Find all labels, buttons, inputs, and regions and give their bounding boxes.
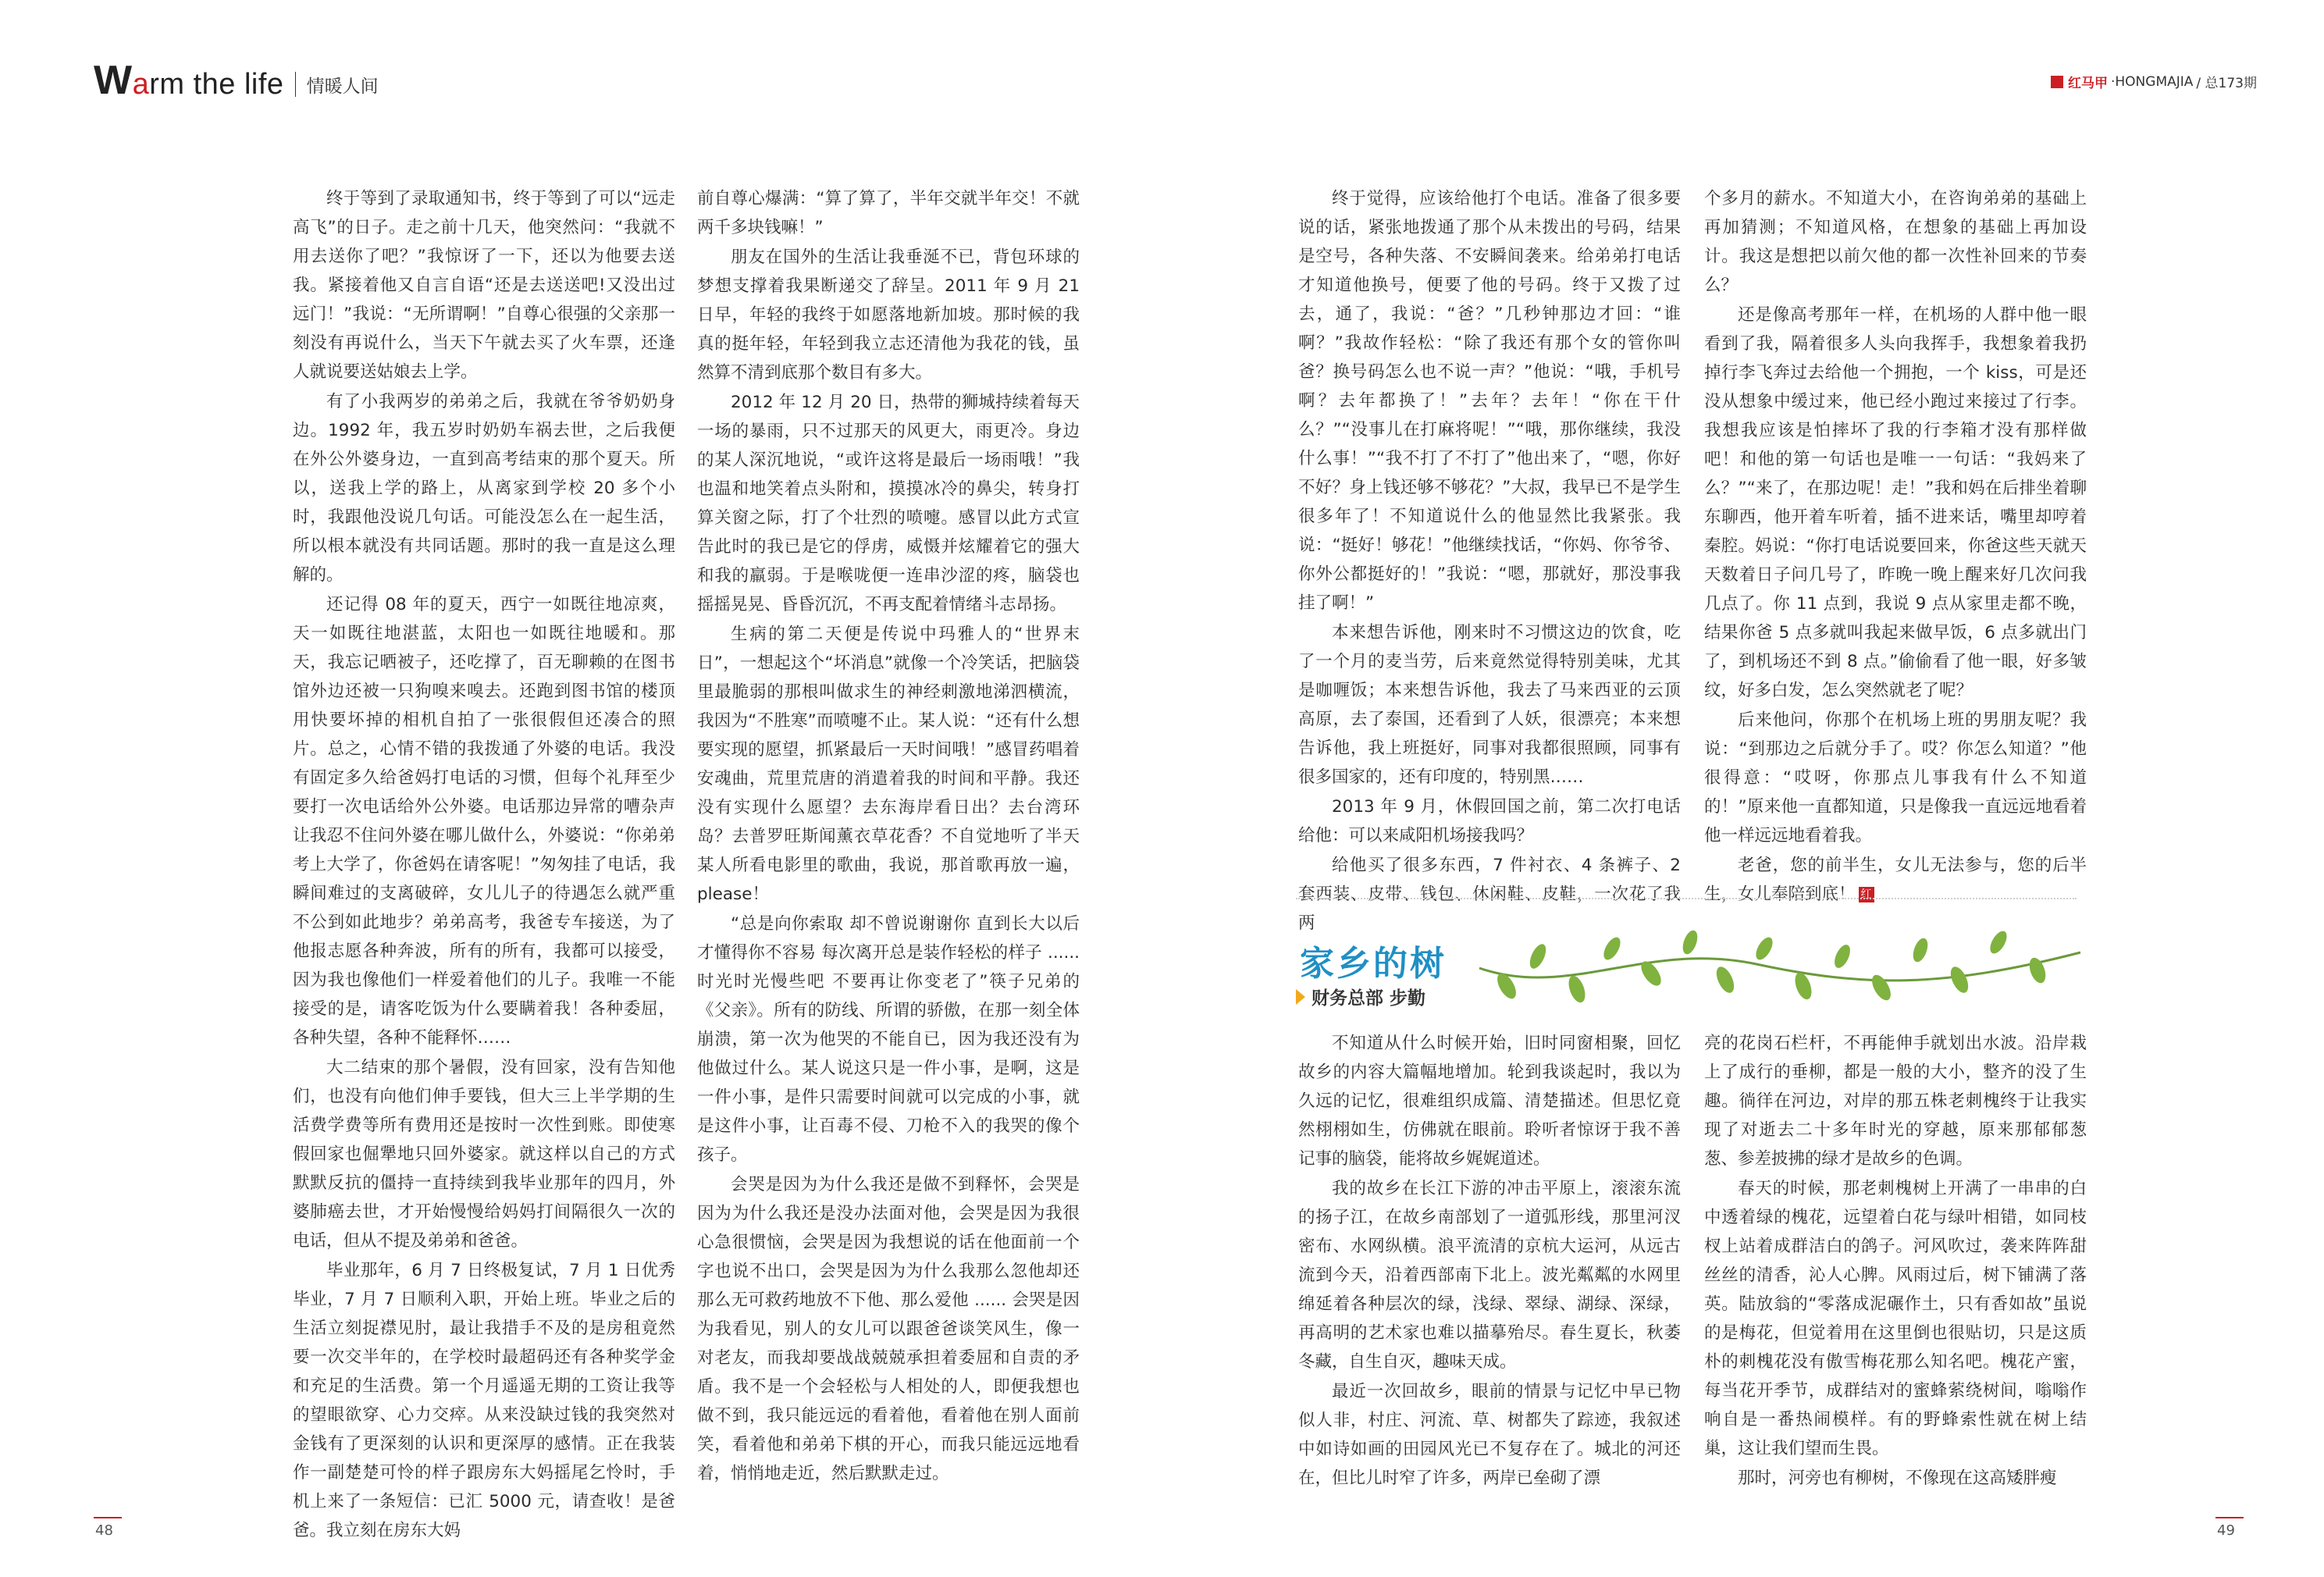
section-divider — [1296, 898, 2077, 899]
article2-column-1 — [1298, 1029, 1681, 1493]
paragraph: 本来想告诉他，刚来时不习惯这边的饮食，吃了一个月的麦当劳，后来竟然觉得特别美味，尤其是咖喱饭；本来想告诉他，我去了马来西亚的云顶高原，去了泰国，还看到了人妖，很漂亮；本来想告诉他，我上班挺好，同事对我都很照顾，同事有很多国家的，还有印度的，特别黑…… — [1298, 623, 1681, 787]
paragraph: 2013 年 9 月，休假回国之前，第二次打电话给他：可以来咸阳机场接我吗？ — [1298, 797, 1681, 845]
paragraph: 有了小我两岁的弟弟之后，我就在爷爷奶奶身边。1992 年，我五岁时奶奶车祸去世，之后我便在外公外婆身边，一直到高考结束的那个夏天。所以，送我上学的路上，从离家到学校 20 多个小时，我跟他没说几句话。可能没怎么在一起生活，所以根本就没有共同话题。那时的我一直是这么理解的。 — [293, 392, 675, 585]
magazine-logo-icon — [2051, 76, 2063, 88]
article-end-mark: 红 — [1859, 887, 1874, 902]
article1-column-1 — [293, 184, 675, 1545]
brand-rest: rm the life — [149, 68, 284, 101]
paragraph: 还是像高考那年一样，在机场的人群中他一眼看到了我，隔着很多人头向我挥手，我想象着我扔掉行李飞奔过去给他一个拥抱，一个 kiss，可是还没从想象中缓过来，他已经小跑过来接过了行李。我想我应该是怕摔坏了我的行李箱才没有那样做吧！和他的第一句话也是唯一一句话：“我妈来了么？”“来了，在那边呢！走！”我和妈在后排坐着聊东聊西，他开着车听着，插不进来话，嘴里却哼着秦腔。妈说：“你打电话说要回来，你爸这些天就天天数着日子问几号了，昨晚一晚上醒来好几次问我几点了。你 11 点到，我说 9 点从家里走都不晚，结果你爸 5 点多就叫我起来做早饭，6 点多就出门了，到机场还不到 8 点。”偷偷看了他一眼，好多皱纹，好多白发，怎么突然就老了呢？ — [1704, 305, 2087, 700]
brand-title — [94, 58, 284, 103]
page-number-mark — [94, 1517, 122, 1518]
paragraph: 我的故乡在长江下游的冲击平原上，滚滚东流的扬子江，在故乡南部划了一道弧形线，那里河汊密布、水网纵横。浪平流清的京杭大运河，从远古流到今天，沿着西部南下北上。波光粼粼的水网里绵延着各种层次的绿，浅绿、翠绿、湖绿、深绿，再高明的艺术家也难以描摹殆尽。春生夏长，秋萎冬藏，自生自灭，趣味天成。 — [1298, 1179, 1681, 1372]
section-subtitle: 情暖人间 — [306, 77, 379, 97]
page-number-right: 49 — [2217, 1522, 2235, 1539]
paragraph: 终于觉得，应该给他打个电话。准备了很多要说的话，紧张地拨通了那个从未拨出的号码，结果是空号，各种失落、不安瞬间袭来。给弟弟打电话才知道他换号，便要了他的号码。终于又拨了过去，通了，我说：“爸？”几秒钟那边才回：“谁啊？”我故作轻松：“除了我还有那个女的管你叫爸？换号码怎么也不说一声？”他说：“哦，手机号啊？去年都换了！”去年？去年！“你在干什么？”“没事儿在打麻将呢！”“哦，那你继续，我没什么事！”“我不打了不打了”他出来了，“嗯，你好不好？身上钱还够不够花？”大叔，我早已不是学生很多年了！不知道说什么的他显然比我紧张。我说：“挺好！够花！”他继续找话，“你妈、你爷爷、你外公都挺好的！”我说：“嗯，那就好，那没事我挂了啊！” — [1298, 189, 1681, 613]
paragraph: 会哭是因为为什么我还是做不到释怀，会哭是因为为什么我还是没办法面对他，会哭是因为我很心急很惯恼，会哭是因为我想说的话在他面前一个字也说不出口，会哭是因为为什么我那么忽他却还那么无可救药地放不下他、那么爱他 ...... 会哭是因为我看见，别人的女儿可以跟爸爸谈笑风生，像一对老友，而我却要战战兢兢承担着委屈和自责的矛盾。我不是一个会轻松与人相处的人，即便我想也做不到，我只能远远的看着他，看着他在别人面前笑，看着他和弟弟下棋的开心，而我只能远远地看着，悄悄地走近，然后默默走过。 — [697, 1175, 1080, 1483]
paragraph: 还记得 08 年的夏天，西宁一如既往地凉爽，天一如既往地湛蓝，太阳也一如既往地暖和。那天，我忘记晒被子，还吃撑了，百无聊赖的在图书馆外边还被一只狗嗅来嗅去。还跑到图书馆的楼顶用快要坏掉的相机自拍了一张很假但还凑合的照片。总之，心情不错的我拨通了外婆的电话。我没有固定多久给爸妈打电话的习惯，但每个礼拜至少要打一次电话给外公外婆。电话那边异常的嘈杂声让我忍不住问外婆在哪儿做什么，外婆说：“你弟弟考上大学了，你爸妈在请客呢！”匆匆挂了电话，我瞬间难过的支离破碎，女儿儿子的待遇怎么就严重不公到如此地步？弟弟高考，我爸专车接送，为了他报志愿各种奔波，所有的所有，我都可以接受，因为我也像他们一样爱着他们的儿子。我唯一不能接受的是，请客吃饭为什么要瞒着我！各种委屈，各种失望，各种不能释怀…… — [293, 595, 675, 1048]
paragraph: 不知道从什么时候开始，旧时同窗相聚，回忆故乡的内容大篇幅地增加。轮到我谈起时，我以为久远的记忆，很难组织成篇、清楚描述。但思忆竟然栩栩如生，仿佛就在眼前。聆听者惊讶于我不善记事的脑袋，能将故乡娓娓道述。 — [1298, 1034, 1681, 1169]
page-number-left: 48 — [95, 1522, 113, 1539]
article1-column-3 — [1298, 184, 1681, 938]
article1-column-2 — [697, 184, 1080, 1488]
paragraph: 终于等到了录取通知书，终于等到了可以“远走高飞”的日子。走之前十几天，他突然问：“我就不用去送你了吧？”我惊讶了一下，还以为他要去送我。紧接着他又自言自语“还是去送送吧!又没出过远门！”我说：“无所谓啊！”自尊心很强的父亲那一刻没有再说什么，当天下午就去买了火车票，还逢人就说要送姑娘去上学。 — [293, 189, 675, 382]
brand-accent-letter: a — [132, 68, 150, 101]
paragraph: 生病的第二天便是传说中玛雅人的“世界末日”，一想起这个“坏消息”就像一个冷笑话，把脑袋里最脆弱的那根叫做求生的神经刺激地涕泗横流，我因为“不胜寒”而喷嚏不止。某人说：“还有什么想要实现的愿望，抓紧最后一天时间哦！”感冒药唱着安魂曲，荒里荒唐的消遣着我的时间和平静。我还没有实现什么愿望？去东海岸看日出？去台湾环岛？去普罗旺斯闻薰衣草花香？不自觉地听了半天某人所看电影里的歌曲，我说，那首歌再放一遍，please！ — [697, 625, 1080, 904]
paragraph: 给他买了很多东西，7 件衬衣、4 条裤子、2 套西装、皮带、钱包、休闲鞋、皮鞋，一次花了我两 — [1298, 856, 1681, 933]
paragraph: 2012 年 12 月 20 日，热带的狮城持续着每天一场的暴雨，只不过那天的风更大，雨更冷。身边的某人深沉地说，“或许这将是最后一场雨哦！”我也温和地笑着点头附和，摸摸冰冷的鼻尖，转身打算关窗之际，打了个壮烈的喷嚏。感冒以此方式宣告此时的我已是它的俘虏，威慑并炫耀着它的强大和我的羸弱。于是喉咙便一连串沙涩的疼，脑袋也摇摇晃晃、昏昏沉沉，不再支配着情绪斗志昂扬。 — [697, 393, 1080, 614]
paragraph: 朋友在国外的生活让我垂涎不已，背包环球的梦想支撑着我果断递交了辞呈。2011 年 9 月 21 日早，年轻的我终于如愿落地新加坡。那时候的我真的挺年轻，年轻到我立志还清他为我花的钱，虽然算不清到底那个数目有多大。 — [697, 247, 1080, 383]
issue-number: / 总173期 — [2196, 76, 2257, 91]
magazine-name: ·HONGMAJIA — [2110, 73, 2194, 90]
vine-decoration-icon — [1475, 925, 2084, 1011]
paragraph: 前自尊心爆满：“算了算了，半年交就半年交！不就两千多块钱嘛！” — [697, 189, 1080, 237]
page-number-mark — [2215, 1517, 2244, 1518]
paragraph: 最近一次回故乡，眼前的情景与记忆中早已物似人非，村庄、河流、草、树都失了踪迹，我叙述中如诗如画的田园风光已不复存在了。城北的河还在，但比儿时窄了许多，两岸已垒砌了漂 — [1298, 1382, 1681, 1488]
magazine-header — [2051, 72, 2257, 91]
paragraph: “总是向你索取 却不曾说谢谢你 直到长大以后 才懂得你不容易 每次离开总是装作轻松的样子 ...... 时光时光慢些吧 不要再让你变老了”筷子兄弟的《父亲》。所有的防线、所谓的骄傲，在那一刻全体崩溃，第一次为他哭的不能自已，因为我还没有为他做过什么。某人说这只是一件小事，是啊，这是一件小事，是件只需要时间就可以完成的小事，就是这件小事，让百毒不侵、刀枪不入的我哭的像个孩子。 — [697, 914, 1080, 1165]
article2-byline — [1296, 984, 1425, 1009]
paragraph: 毕业那年，6 月 7 日终极复试，7 月 1 日优秀毕业，7 月 7 日顺利入职，开始上班。毕业之后的生活立刻捉襟见肘，最让我措手不及的是房租竟然要一次交半年的，在学校时最超码还有各种奖学金和充足的生活费。第一个月遥遥无期的工资让我等的望眼欲穿、心力交瘁。从来没缺过钱的我突然对金钱有了更深刻的认识和更深厚的感情。正在我装作一副楚楚可怜的样子跟房东大妈摇尾乞怜时，手机上来了一条短信：已汇 5000 元，请查收！是爸爸。我立刻在房东大妈 — [293, 1261, 675, 1540]
article2-column-2 — [1704, 1029, 2087, 1493]
article1-column-4 — [1704, 184, 2087, 909]
header-divider — [295, 72, 296, 97]
section-header — [94, 53, 379, 103]
paragraph: 春天的时候，那老刺槐树上开满了一串串的白中透着绿的槐花，远望着白花与绿叶相错，如同枝杈上站着成群洁白的鸽子。河风吹过，袭来阵阵甜丝丝的清香，沁人心脾。风雨过后，树下铺满了落英。陆放翁的“零落成泥碾作土，只有香如故”虽说的是梅花，但觉着用在这里倒也很贴切，只是这质朴的刺槐花没有傲雪梅花那么知名吧。槐花产蜜，每当花开季节，成群结对的蜜蜂萦绕树间，嗡嗡作响自是一番热闹模样。有的野蜂索性就在树上结巢，这让我们望而生畏。 — [1704, 1179, 2087, 1458]
paragraph: 后来他问，你那个在机场上班的男朋友呢？我说：“到那边之后就分手了。哎？你怎么知道？”他很得意：“哎呀，你那点儿事我有什么不知道的！”原来他一直都知道，只是像我一直远远地看着他一样远远地看着我。 — [1704, 710, 2087, 845]
article2-title: 家乡的树 — [1300, 944, 1447, 984]
closing-line: 老爸，您的前半生，女儿无法参与，您的后半生，女儿奉陪到底！ — [1704, 856, 2087, 904]
magazine-logo-text: 红马甲 — [2067, 76, 2108, 91]
brand-initial: W — [94, 58, 133, 103]
paragraph: 个多月的薪水。不知道大小，在咨询弟弟的基础上再加猜测；不知道风格，在想象的基础上再加设计。我这是想把以前欠他的都一次性补回来的节奏么？ — [1704, 189, 2087, 295]
paragraph — [1704, 851, 2087, 909]
paragraph: 亮的花岗石栏杆，不再能伸手就划出水波。沿岸栽上了成行的垂柳，都是一般的大小，整齐的没了生趣。徜徉在河边，对岸的那五株老刺槐终于让我实现了对逝去二十多年时光的穿越，原来那郁郁葱葱、参差披拂的绿才是故乡的色调。 — [1704, 1034, 2087, 1169]
paragraph: 那时，河旁也有柳树，不像现在这高矮胖瘦 — [1738, 1468, 2057, 1488]
byline-arrow-icon — [1296, 989, 1305, 1005]
byline-text: 财务总部 步勤 — [1311, 988, 1426, 1009]
paragraph: 大二结束的那个暑假，没有回家，没有告知他们，也没有向他们伸手要钱，但大三上半学期的生活费学费等所有费用还是按时一次性到账。即使寒假回家也倔犟地只回外婆家。就这样以自己的方式默默反抗的僵持一直持续到我毕业那年的四月，外婆肺癌去世，才开始慢慢给妈妈打间隔很久一次的电话，但从不提及弟弟和爸爸。 — [293, 1058, 675, 1251]
